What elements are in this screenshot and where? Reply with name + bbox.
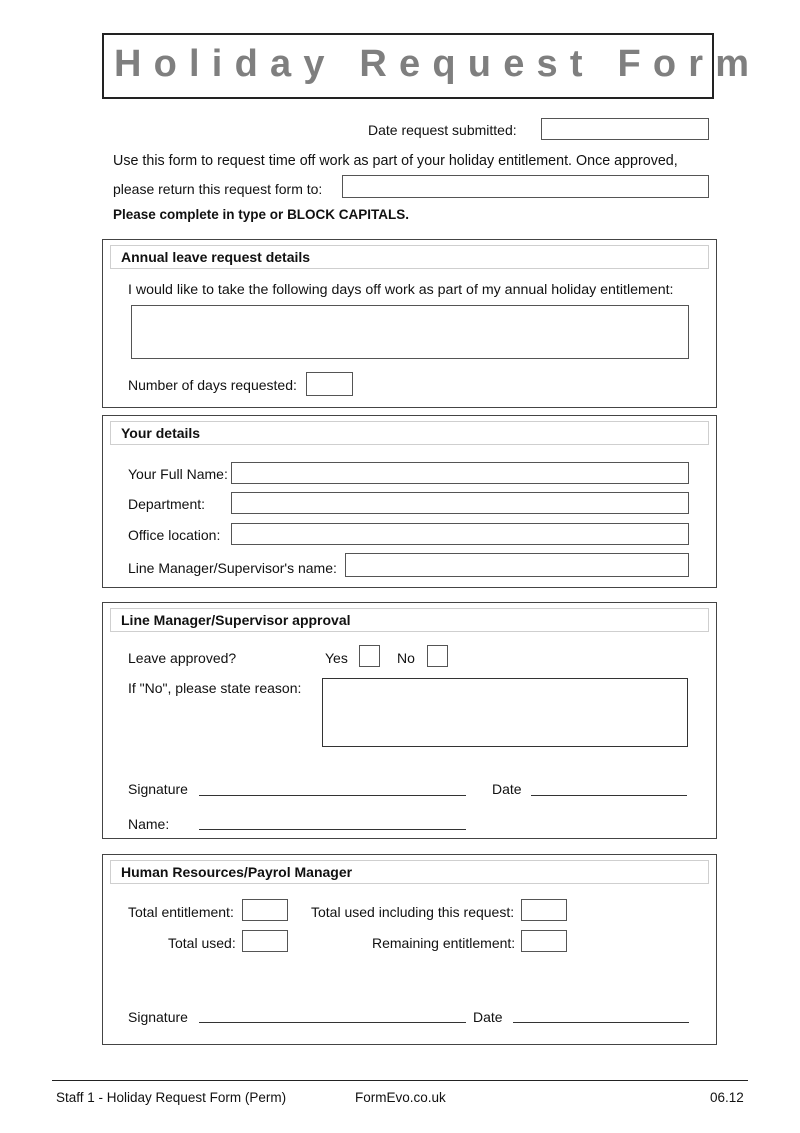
hr-signature-line[interactable] [199, 1022, 466, 1023]
office-location-label: Office location: [128, 527, 221, 543]
total-used-incl-label: Total used including this request: [311, 904, 515, 920]
date-submitted-label: Date request submitted: [368, 122, 517, 138]
hr-section [102, 854, 717, 1045]
title-box [102, 33, 762, 99]
annual-leave-section [102, 239, 717, 408]
hr-heading: Human Resources/Payrol Manager [110, 860, 709, 884]
name-label: Name: [128, 816, 170, 832]
days-prompt: I would like to take the following days off work as part of my annual holiday entitlement: [128, 282, 674, 298]
days-requested-textarea[interactable] [131, 305, 689, 359]
your-details-section [102, 415, 717, 588]
signature-line[interactable] [199, 795, 466, 796]
manager-name-label: Line Manager/Supervisor's name: [128, 560, 337, 576]
annual-leave-heading: Annual leave request details [110, 245, 709, 269]
return-to-field[interactable] [342, 175, 709, 198]
hr-date-line[interactable] [513, 1022, 689, 1023]
hr-date-label: Date [473, 1009, 503, 1025]
no-checkbox[interactable] [427, 645, 448, 667]
hr-signature-label: Signature [128, 1009, 188, 1025]
intro-text: Use this form to request time off work as part of your holiday entitlement. Once approved, [113, 153, 678, 169]
total-used-label: Total used: [168, 935, 236, 951]
full-name-field[interactable] [231, 462, 689, 484]
total-used-incl-field[interactable] [521, 899, 567, 921]
reason-textarea[interactable] [322, 678, 688, 747]
leave-approved-label: Leave approved? [128, 650, 237, 666]
total-entitlement-field[interactable] [242, 899, 288, 921]
num-days-field[interactable] [306, 372, 353, 396]
footer-site: FormEvo.co.uk [355, 1090, 446, 1105]
footer-divider [52, 1080, 748, 1081]
date-label: Date [492, 781, 522, 797]
remaining-label: Remaining entitlement: [372, 935, 516, 951]
footer-form-name: Staff 1 - Holiday Request Form (Perm) [56, 1090, 287, 1105]
approval-section [102, 602, 717, 839]
date-line[interactable] [531, 795, 687, 796]
total-entitlement-label: Total entitlement: [128, 904, 234, 920]
instruction-text: Please complete in type or BLOCK CAPITALS. [113, 207, 410, 222]
no-label: No [397, 650, 415, 666]
total-used-field[interactable] [242, 930, 288, 952]
name-line[interactable] [199, 829, 466, 830]
return-to-label: please return this request form to: [113, 181, 323, 197]
page-title: Holiday Request Form [114, 43, 762, 85]
manager-name-field[interactable] [345, 553, 689, 577]
office-location-field[interactable] [231, 523, 689, 545]
footer-version: 06.12 [710, 1090, 744, 1105]
yes-label: Yes [325, 650, 348, 666]
num-days-label: Number of days requested: [128, 377, 297, 393]
remaining-field[interactable] [521, 930, 567, 952]
full-name-label: Your Full Name: [128, 466, 228, 482]
your-details-heading: Your details [110, 421, 709, 445]
approval-heading: Line Manager/Supervisor approval [110, 608, 709, 632]
yes-checkbox[interactable] [359, 645, 380, 667]
department-field[interactable] [231, 492, 689, 514]
department-label: Department: [128, 496, 206, 512]
date-submitted-field[interactable] [541, 118, 709, 140]
reason-label: If "No", please state reason: [128, 680, 302, 696]
signature-label: Signature [128, 781, 188, 797]
